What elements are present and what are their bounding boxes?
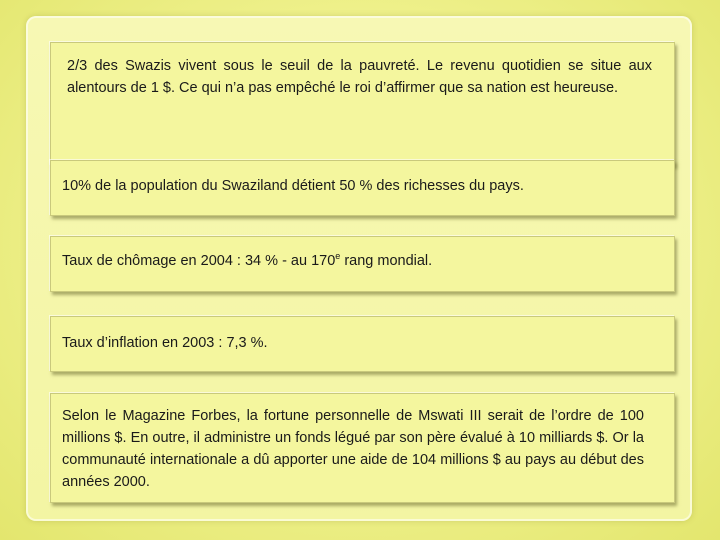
forbes-fortune-text: Selon le Magazine Forbes, la fortune personnelle de Mswati III serait de l’ordre de 100 millions $. En outre, il administre un fonds légué par son père évalué à 10 milliards $. Or la communauté internationale a dû apporter une aide de 104 millions $ au pays au début des années 2000. (62, 408, 644, 490)
poverty-textbox (50, 42, 675, 166)
wealth-distribution-textbox (50, 160, 675, 216)
inflation-textbox (50, 316, 675, 372)
inflation-text: Taux d’inflation en 2003 : 7,3 %. (62, 335, 268, 351)
rank-ordinal-superscript: e (335, 251, 341, 261)
unemployment-text-end: rang mondial. (340, 253, 433, 269)
unemployment-text-main: Taux de chômage en 2004 : 34 % - au 170 (62, 253, 336, 269)
wealth-distribution-text: 10% de la population du Swaziland détient 50 % des richesses du pays. (62, 178, 524, 194)
poverty-text: 2/3 des Swazis vivent sous le seuil de la pauvreté. Le revenu quotidien se situe aux alentours de 1 $. Ce qui n’a pas empêché le roi d’affirmer que sa nation est heureuse. (67, 58, 652, 96)
unemployment-text (62, 250, 658, 272)
forbes-fortune-textbox (50, 393, 675, 503)
unemployment-textbox (50, 236, 675, 292)
